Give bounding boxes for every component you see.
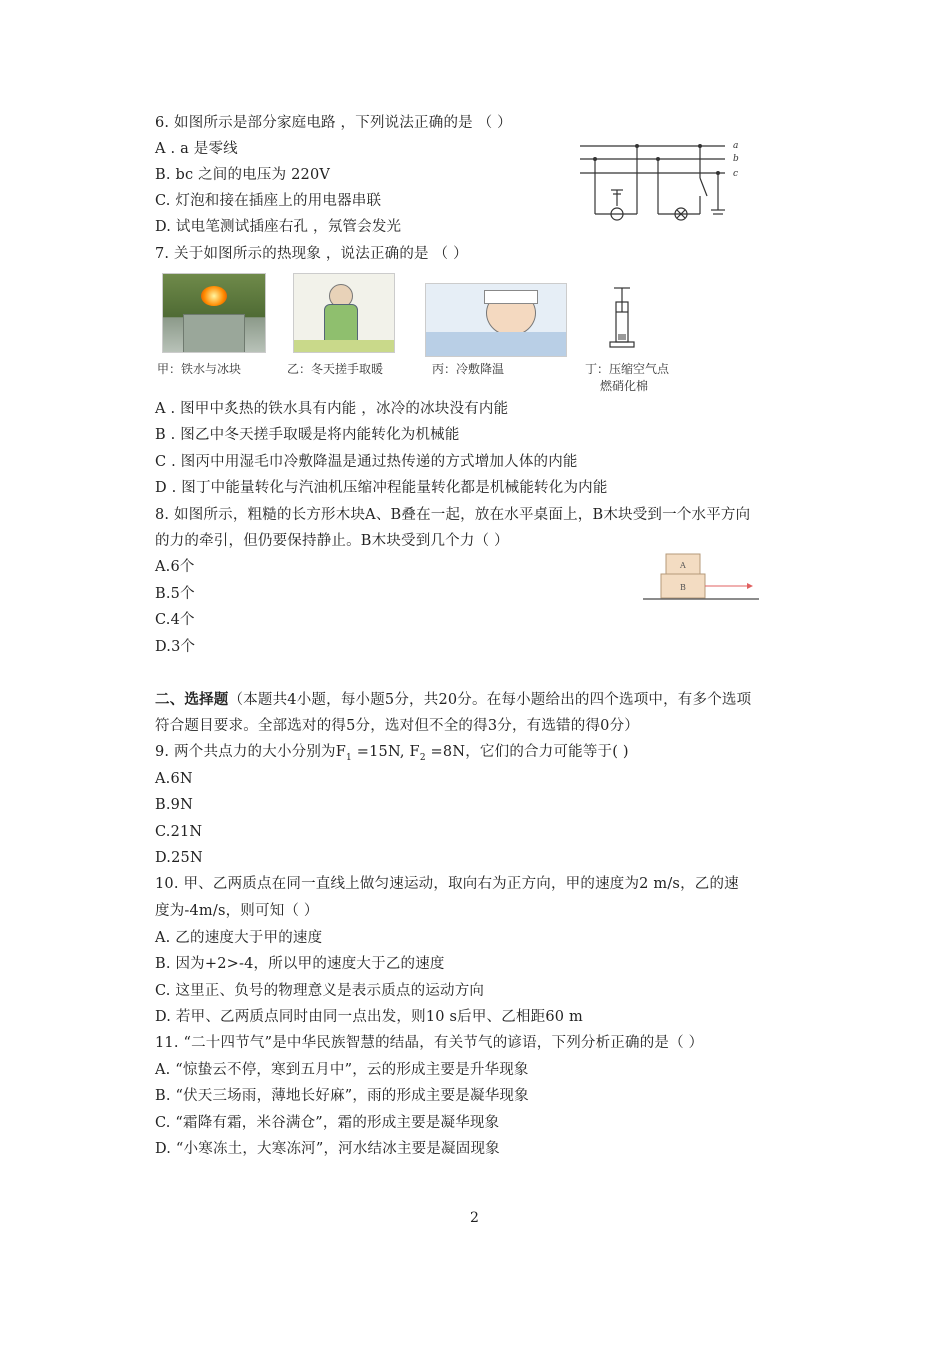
q7-option-b: B . 图乙中冬天搓手取暖是将内能转化为机械能 bbox=[155, 427, 460, 443]
q7-stem: 7. 关于如图所示的热现象 ，说法正确的是 （ ） bbox=[155, 246, 468, 262]
q10-option-b: B. 因为+2>-4，所以甲的速度大于乙的速度 bbox=[155, 956, 445, 972]
q10-option-d: D. 若甲、乙两质点同时由同一点出发，则10 s后甲、乙相距60 m bbox=[155, 1009, 583, 1025]
q6-option-b: B. bc 之间的电压为 220V bbox=[155, 167, 331, 183]
q9-stem-post: =8N，它们的合力可能等于( ) bbox=[425, 744, 629, 760]
section2-heading-line1 bbox=[155, 690, 751, 710]
q9-option-c: C.21N bbox=[155, 824, 203, 840]
rubbing-hands-cartoon bbox=[293, 273, 395, 353]
q9-stem-mid: =15N, F bbox=[351, 744, 420, 760]
section2-desc-line2: 符合题目要求。全部选对的得5分，选对但不全的得3分，有选错的得0分） bbox=[155, 718, 639, 734]
cold-compress-cartoon bbox=[425, 283, 567, 357]
block-a-label: A bbox=[680, 561, 686, 570]
q8-option-a: A.6个 bbox=[155, 559, 195, 575]
q9-sub1: 1 bbox=[346, 752, 352, 763]
q8-stem-line2: 的力的牵引，但仍要保持静止。B木块受到几个力（ ） bbox=[155, 533, 509, 549]
caption-jia: 甲：铁水与冰块 bbox=[157, 362, 242, 376]
q7-option-a: A . 图甲中炙热的铁水具有内能 ，冰冷的冰块没有内能 bbox=[155, 401, 509, 417]
q10-stem-line1: 10. 甲、乙两质点在同一直线上做匀速运动，取向右为正方向，甲的速度为2 m/s，乙的速 bbox=[155, 876, 739, 892]
section2-title: 二、选择题 bbox=[155, 691, 229, 708]
q9-sub2: 2 bbox=[419, 752, 426, 763]
q11-stem: 11. “二十四节气”是中华民族智慧的结晶，有关节气的谚语，下列分析正确的是（ ） bbox=[155, 1035, 704, 1051]
q11-option-d: D. “小寒冻土，大寒冻河”，河水结冰主要是凝固现象 bbox=[155, 1141, 500, 1157]
q6-option-a: A . a 是零线 bbox=[155, 141, 238, 157]
q9-option-b: B.9N bbox=[155, 797, 193, 813]
q10-stem-line2: 度为-4m/s，则可知（ ） bbox=[155, 903, 319, 919]
q11-option-a: A. “惊蛰云不停，寒到五月中”，云的形成主要是升华现象 bbox=[155, 1062, 529, 1078]
q9-option-a: A.6N bbox=[155, 771, 193, 787]
stacked-blocks-diagram bbox=[643, 550, 761, 605]
caption-yi: 乙：冬天搓手取暖 bbox=[287, 362, 384, 376]
wire-label-b: b bbox=[733, 154, 739, 164]
caption-ding-line2: 燃硝化棉 bbox=[600, 379, 649, 393]
caption-bing: 丙：冷敷降温 bbox=[432, 362, 505, 376]
q6-option-d: D. 试电笔测试插座右孔 ，氖管会发光 bbox=[155, 219, 402, 235]
page-number: 2 bbox=[470, 1210, 479, 1226]
section2-desc-line1: （本题共4小题，每小题5分，共20分。在每小题给出的四个选项中，有多个选项 bbox=[228, 692, 752, 708]
wire-label-a: a bbox=[733, 141, 739, 151]
q7-option-c: C . 图丙中用湿毛巾冷敷降温是通过热传递的方式增加人体的内能 bbox=[155, 454, 578, 470]
q10-option-a: A. 乙的速度大于甲的速度 bbox=[155, 930, 323, 946]
wire-label-c: c bbox=[733, 169, 739, 179]
q11-option-c: C. “霜降有霜，米谷满仓”，霜的形成主要是凝华现象 bbox=[155, 1115, 500, 1131]
q9-stem-pre: 9. 两个共点力的大小分别为F bbox=[155, 744, 347, 760]
q6-option-c: C. 灯泡和接在插座上的用电器串联 bbox=[155, 193, 382, 209]
air-compression-apparatus bbox=[605, 282, 639, 352]
q8-option-d: D.3个 bbox=[155, 639, 196, 655]
caption-ding: 丁：压缩空气点 bbox=[585, 362, 670, 376]
q6-stem: 6. 如图所示是部分家庭电路 ，下列说法正确的是 （ ） bbox=[155, 115, 512, 131]
q11-option-b: B. “伏天三场雨，薄地长好麻”，雨的形成主要是凝华现象 bbox=[155, 1088, 529, 1104]
q7-option-d: D . 图丁中能量转化与汽油机压缩冲程能量转化都是机械能转化为内能 bbox=[155, 480, 608, 496]
q8-stem-line1: 8. 如图所示，粗糙的长方形木块A、B叠在一起，放在水平桌面上，B木块受到一个水平方向 bbox=[155, 507, 751, 523]
q9-option-d: D.25N bbox=[155, 850, 203, 866]
q10-option-c: C. 这里正、负号的物理意义是表示质点的运动方向 bbox=[155, 983, 485, 999]
q8-option-b: B.5个 bbox=[155, 586, 195, 602]
block-b-label: B bbox=[680, 583, 686, 592]
q8-option-c: C.4个 bbox=[155, 612, 195, 628]
q9-stem bbox=[155, 742, 629, 768]
household-circuit-diagram bbox=[575, 138, 750, 223]
iron-and-ice-photo bbox=[162, 273, 266, 353]
